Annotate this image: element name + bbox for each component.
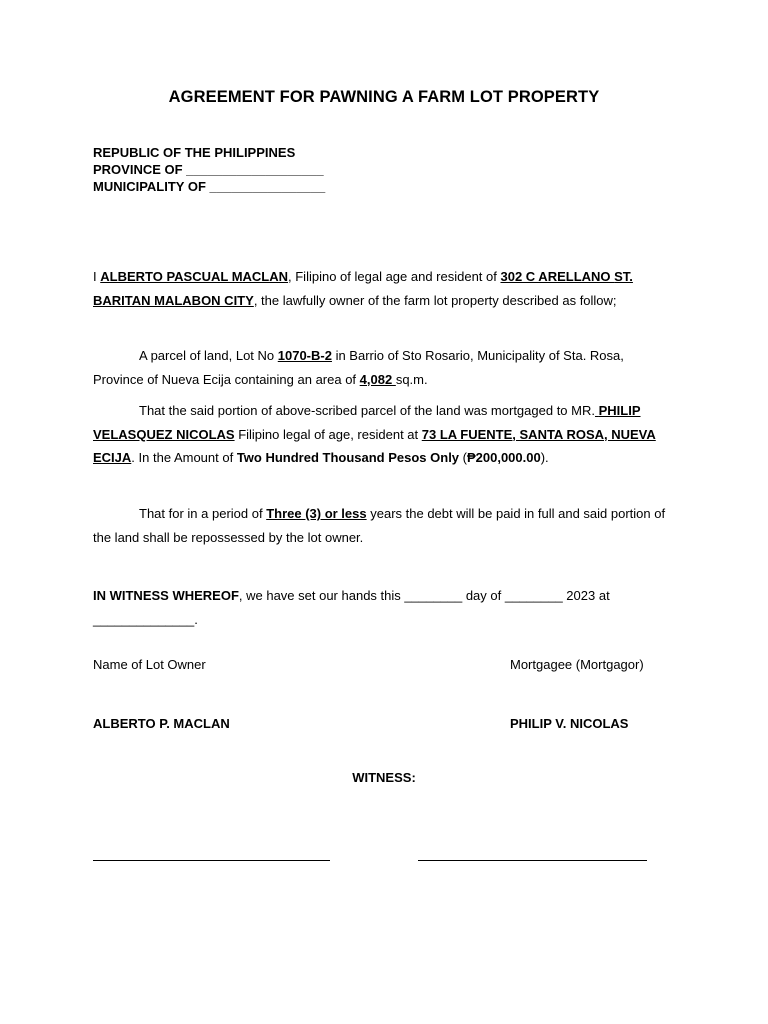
mortgagee-signatory-name: PHILIP V. NICOLAS [510, 716, 629, 731]
document-title: AGREEMENT FOR PAWNING A FARM LOT PROPERTY [168, 88, 600, 106]
witness-label: WITNESS: [352, 770, 416, 785]
lot-area: 4,082 [359, 371, 396, 387]
lot-owner-label: Name of Lot Owner [93, 657, 206, 672]
witness-clause: IN WITNESS WHEREOF, we have set our hands this ________ day of ________ 2023 at ______________. [93, 588, 610, 627]
paragraph-owner: I ALBERTO PASCUAL MACLAN, Filipino of legal age and resident of 302 C ARELLANO ST. BARITAN MALABON CITY, the lawfully owner of the farm lot property described as follow; [93, 269, 633, 308]
header-province: PROVINCE OF ___________________ [93, 162, 324, 177]
repayment-period: Three (3) or less [266, 506, 367, 521]
mortgagee-address: 73 LA FUENTE, SANTA ROSA, NUEVA ECIJA [93, 426, 656, 465]
owner-address-line1: 302 C ARELLANO [500, 269, 615, 284]
amount-in-words: Two Hundred Thousand Pesos Only [236, 450, 460, 465]
owner-address-line2: ST. BARITAN MALABON CITY [93, 269, 633, 308]
lot-number: 1070-B-2 [277, 348, 332, 363]
jurisdiction-header [93, 144, 325, 195]
witness-signature-line-right [418, 860, 647, 861]
lot-owner-signatory-name: ALBERTO P. MACLAN [93, 716, 230, 731]
owner-name: ALBERTO PASCUAL MACLAN [100, 269, 289, 284]
header-republic: REPUBLIC OF THE PHILIPPINES [93, 145, 296, 160]
paragraph-repayment-period: That for in a period of Three (3) or less years the debt will be paid in full and said portion of the land shall be repossessed by the lot owner. [93, 506, 666, 545]
mortgagee-label: Mortgagee (Mortgagor) [510, 657, 644, 672]
paragraph-mortgage: That the said portion of above-scribed parcel of the land was mortgaged to MR. PHILIP VELASQUEZ NICOLAS Filipino legal of age, resident at 73 LA FUENTE, SANTA ROSA, NUEVA ECIJA. In the Amount of Two Hundred Thousand Pesos Only (₱200,000.00). [93, 403, 656, 465]
header-municipality: MUNICIPALITY OF ________________ [93, 179, 326, 194]
amount-figure: ₱200,000.00 [466, 450, 541, 465]
witness-signature-line-left [93, 860, 330, 861]
paragraph-land-description: A parcel of land, Lot No 1070-B-2 in Barrio of Sto Rosario, Municipality of Sta. Rosa, Province of Nueva Ecija containing an area of 4,082 sq.m. [93, 348, 624, 387]
mortgagee-name: PHILIP VELASQUEZ NICOLAS [93, 403, 641, 442]
